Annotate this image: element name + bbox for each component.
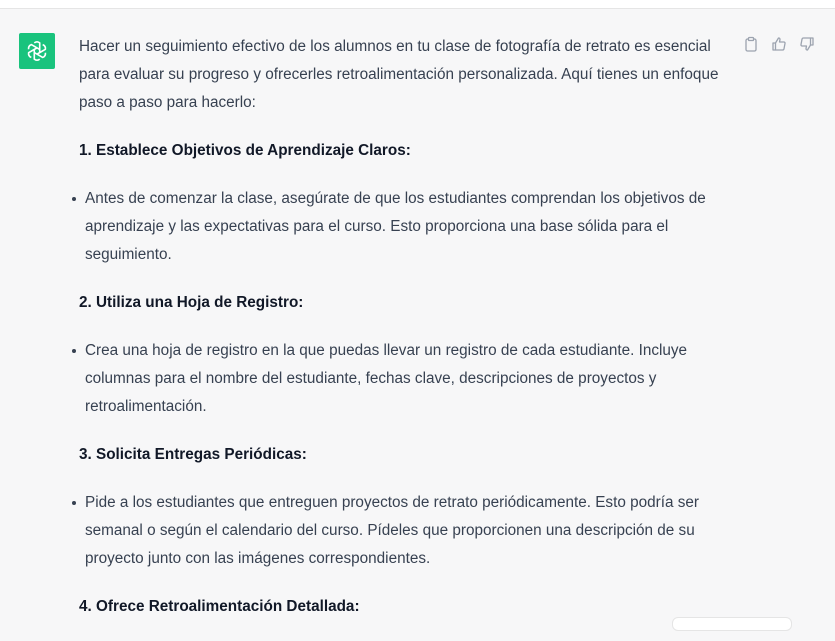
openai-logo-icon [24,38,50,64]
regenerate-button[interactable] [672,617,792,631]
message-actions [743,36,815,52]
assistant-avatar [19,33,55,69]
list-item: Antes de comenzar la clase, asegúrate de que los estudiantes comprendan los objetivos de aprendizaje y las expectativas para el curso. Esto proporciona una base sólida para el seguimiento. [79,185,734,269]
thumbs-up-icon[interactable] [771,36,787,52]
section-list [79,185,734,269]
clipboard-icon[interactable] [743,36,759,52]
section-list [79,489,734,573]
assistant-message [79,33,734,641]
section-heading: 2. Utiliza una Hoja de Registro: [79,294,304,311]
thumbs-down-icon[interactable] [799,36,815,52]
message-intro: Hacer un seguimiento efectivo de los alumnos en tu clase de fotografía de retrato es esencial para evaluar su progreso y ofrecerles retroalimentación personalizada. Aquí tienes un enfoque paso a paso para hacerlo: [79,38,719,111]
section-list [79,337,734,421]
previous-message-edge [0,0,835,9]
section-heading: 4. Ofrece Retroalimentación Detallada: [79,598,360,615]
list-item: Crea una hoja de registro en la que puedas llevar un registro de cada estudiante. Incluye columnas para el nombre del estudiante, fechas clave, descripciones de proyectos y retroalimentación. [79,337,734,421]
section-heading: 1. Establece Objetivos de Aprendizaje Claros: [79,142,411,159]
list-item: Pide a los estudiantes que entreguen proyectos de retrato periódicamente. Esto podría ser semanal o según el calendario del curso. Pídeles que proporcionen una descripción de su proyecto junto con las imágenes correspondientes. [79,489,734,573]
section-heading: 3. Solicita Entregas Periódicas: [79,446,307,463]
